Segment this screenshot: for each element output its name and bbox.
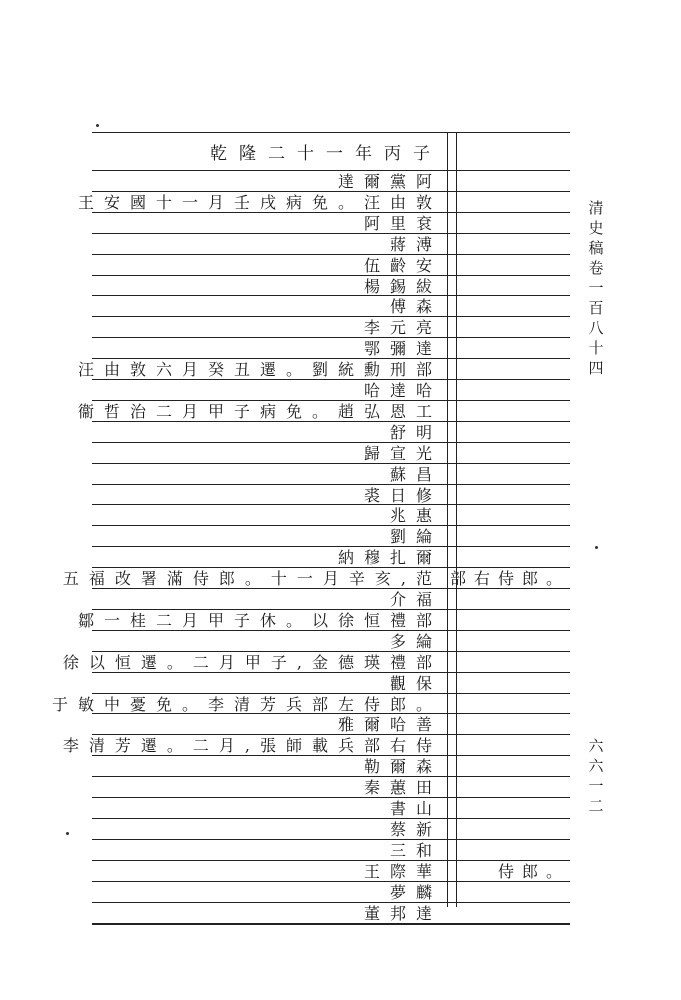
row-main-text: 舒明 <box>389 422 442 442</box>
column-divider-inner <box>447 132 448 907</box>
table-row <box>92 840 442 861</box>
row-main-text: 徐以恒遷。二月甲子,金德瑛禮部 <box>62 652 442 672</box>
table-row <box>92 903 442 924</box>
side-title-char: 一 <box>588 279 604 297</box>
row-side-cell <box>449 568 570 589</box>
row-main-text: 納穆扎爾 <box>337 548 442 568</box>
table-row <box>62 652 442 673</box>
row-main-text: 雅爾哈善 <box>337 715 442 735</box>
row-main-text: 書山 <box>389 799 442 818</box>
table-row <box>92 213 442 234</box>
row-main-text: 董邦達 <box>363 903 442 923</box>
table-row <box>92 798 442 819</box>
row-main-text: 伍齡安 <box>363 255 442 275</box>
table-row <box>92 276 442 297</box>
column-divider <box>456 132 457 907</box>
side-title-char: 稿 <box>588 239 604 257</box>
table-row <box>92 819 442 840</box>
row-main-text: 達爾黨阿 <box>337 172 442 191</box>
row-main-text: 楊錫紱 <box>363 276 442 296</box>
row-main-text: 哈達哈 <box>363 381 442 400</box>
table-row <box>92 547 442 568</box>
ink-speck <box>595 546 598 549</box>
year-header-text: 乾隆二十一年丙子 <box>210 144 442 164</box>
row-side-text: 部右侍郎。 <box>449 569 570 589</box>
table-row <box>92 317 442 338</box>
table-row <box>92 171 442 192</box>
ink-speck <box>66 832 69 835</box>
side-title-char: 百 <box>588 299 604 317</box>
table-row <box>92 338 442 359</box>
row-main-text: 蔣溥 <box>389 234 442 254</box>
row-main-text: 歸宣光 <box>363 443 442 463</box>
row-main-text: 鄒一桂二月甲子休。以徐恒禮部 <box>77 610 442 630</box>
table-row <box>92 526 442 547</box>
table-top-rule <box>92 132 570 133</box>
row-main-text: 兆惠 <box>389 506 442 526</box>
row-main-text: 于敏中憂免。李清芳兵部左侍郎。 <box>51 694 442 714</box>
row-main-text: 蘇昌 <box>389 464 442 484</box>
table-row <box>77 359 442 380</box>
side-title-char: 卷 <box>588 259 604 277</box>
table-row <box>92 631 442 652</box>
side-title-char: 八 <box>588 319 604 337</box>
row-main-text: 裘日修 <box>363 485 442 505</box>
row-main-text: 鄂彌達 <box>363 339 442 359</box>
row-main-text: 五福改署滿侍郎。十一月辛亥,范 <box>62 569 442 589</box>
row-main-text: 傅森 <box>389 297 442 317</box>
year-header <box>92 142 442 166</box>
row-main-text: 勒爾森 <box>363 757 442 777</box>
row-main-text: 夢麟 <box>389 882 442 902</box>
table-row <box>77 610 442 631</box>
page-number-char: 一 <box>588 777 604 795</box>
row-main-text: 蔡新 <box>389 819 442 839</box>
row-main-text: 多綸 <box>389 631 442 651</box>
row-main-text: 衞哲治二月甲子病免。趙弘恩工 <box>77 401 442 421</box>
row-main-text: 三和 <box>389 840 442 860</box>
row-main-text: 阿里袞 <box>363 213 442 233</box>
row-main-text: 介福 <box>389 590 442 609</box>
table-row <box>77 192 442 213</box>
row-side-cell <box>460 861 570 882</box>
table-row <box>62 735 442 756</box>
side-title-char: 四 <box>588 359 604 377</box>
page-number-char: 二 <box>588 797 604 815</box>
side-title <box>586 198 606 378</box>
table-row <box>92 296 442 317</box>
side-title-char: 清 <box>588 199 604 217</box>
table-row <box>77 401 442 422</box>
table-row <box>92 589 442 610</box>
side-title-char: 十 <box>588 339 604 357</box>
row-main-text: 王際華 <box>363 861 442 881</box>
table-row <box>92 485 442 506</box>
table-row <box>92 882 442 903</box>
table-row <box>92 255 442 276</box>
row-main-text: 汪由敦六月癸丑遷。劉統勳刑部 <box>77 360 442 380</box>
table-row <box>92 673 442 694</box>
table-row <box>92 422 442 443</box>
row-side-text: 侍郎。 <box>497 861 570 881</box>
table-row <box>92 380 442 401</box>
row-main-text: 李元亮 <box>363 318 442 338</box>
table-bottom-rule <box>92 923 570 925</box>
table-row <box>92 861 442 882</box>
table-row <box>51 694 442 715</box>
row-main-text: 劉綸 <box>389 527 442 547</box>
table-row <box>92 777 442 798</box>
table-row <box>92 714 442 735</box>
table-row <box>92 756 442 777</box>
ink-speck <box>96 124 99 127</box>
table-row <box>92 443 442 464</box>
table-row <box>62 568 442 589</box>
page-number-char: 六 <box>588 757 604 775</box>
row-main-text: 李清芳遷。二月,張師載兵部右侍 <box>62 736 442 756</box>
table-row <box>92 505 442 526</box>
table-row <box>92 464 442 485</box>
row-main-text: 秦蕙田 <box>363 778 442 798</box>
page-number <box>586 736 606 816</box>
table-row <box>92 234 442 255</box>
side-title-char: 史 <box>588 219 604 237</box>
page-number-char: 六 <box>588 737 604 755</box>
row-main-text: 王安國十一月壬戌病免。汪由敦 <box>77 192 442 212</box>
row-main-text: 觀保 <box>389 673 442 693</box>
